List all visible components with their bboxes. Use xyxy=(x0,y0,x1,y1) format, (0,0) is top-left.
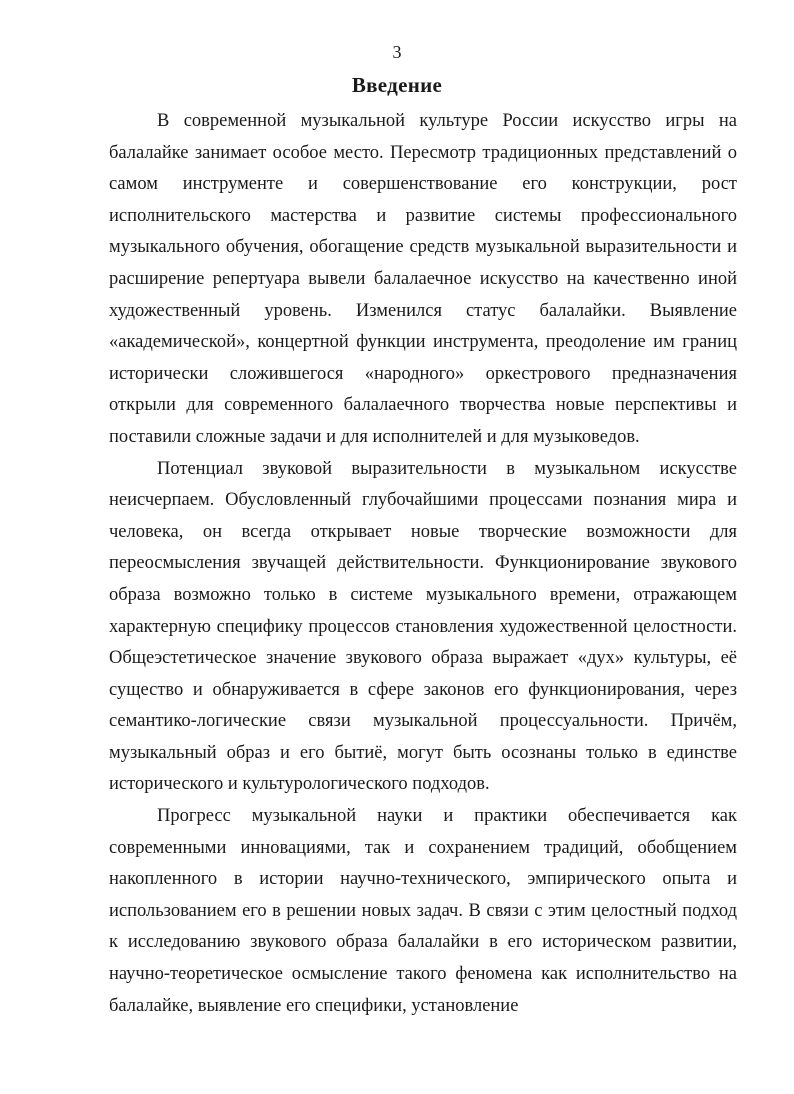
paragraph-3: Прогресс музыкальной науки и практики обеспечивается как современными инновациями, так и сохранением традиций, обобщением накопленного в истории научно-технического, эмпирического опыта и использованием его в решении новых задач. В связи с этим целостный подход к исследованию звукового образа балалайки в его историческом развитии, научно-теоретическое осмысление такого феномена как исполнительство на балалайке, выявление его специфики, установление xyxy=(109,806,737,1016)
body-text xyxy=(109,106,737,1022)
paragraph-1: В современной музыкальной культуре России искусство игры на балалайке занимает особое место. Пересмотр традиционных представлений о самом инструменте и совершенствование его конструкции, рост исполнительского мастерства и развитие системы профессионального музыкального обучения, обогащение средств музыкальной выразительности и расширение репертуара вывели балалаечное искусство на качественно иной художественный уровень. Изменился статус балалайки. Выявление «академической», концертной функции инструмента, преодоление им границ исторически сложившегося «народного» оркестрового предназначения открыли для современного балалаечного творчества новые перспективы и поставили сложные задачи и для исполнителей и для музыковедов. xyxy=(109,111,737,447)
page-number: 3 xyxy=(392,42,402,62)
section-heading: Введение xyxy=(351,73,443,97)
paragraph-2: Потенциал звуковой выразительности в музыкальном искусстве неисчерпаем. Обусловленный глубочайшими процессами познания мира и человека, он всегда открывает новые творческие возможности для переосмысления звучащей действительности. Функционирование звукового образа возможно только в системе музыкального времени, отражающем характерную специфику процессов становления художественной целостности. Общеэстетическое значение звукового образа выражает «дух» культуры, её существо и обнаруживается в сфере законов его функционирования, через семантико-логические связи музыкальной процессуальности. Причём, музыкальный образ и его бытиё, могут быть осознаны только в единстве исторического и культурологического подходов. xyxy=(109,458,737,795)
